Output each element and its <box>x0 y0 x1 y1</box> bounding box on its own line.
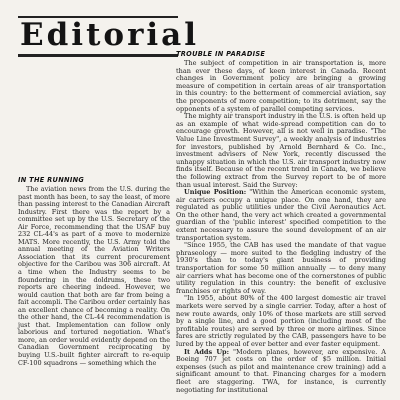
left-paragraph: The aviation news from the U.S. during the past month has been, to say the least, of more than passing interest to the Canadian Aircraft Industry. First there was the report by a committee set up by the U.S. Secretary of the Air Force, recommending that the USAF buy 232 CL-44's as part of a move to modernize MATS. More recently, the U.S. Army told the annual meeting of the Aviation Writers Association that its current procurement objective for the Caribou was 306 aircraft. At a time when the Industry seems to be floundering in the doldrums, these two reports are cheering indeed. However, we would caution that both are far from being a fait accompli. The Caribou order certainly has an excellent chance of becoming a reality. On the other hand, the CL-44 recommendation is just that. Implementation can follow only laborious and tortured negotiation. What's more, an order would evidently depend on the Canadian Government reciprocating by buying U.S.-built fighter aircraft to re-equip CF-100 squadrons — something which the <box>18 185 170 367</box>
left-column <box>18 176 170 400</box>
masthead-bottom-rule <box>18 54 178 57</box>
paragraph-lead-in: Unique Position: <box>184 188 247 197</box>
right-paragraph <box>176 60 386 113</box>
right-paragraph <box>176 113 386 189</box>
editorial-masthead <box>8 2 200 58</box>
paragraph-text: "Within the American economic system, air carriers occupy a unique place. On one hand, they are regulated as public utilities under the Civil Aeronautics Act. On the other hand, the very act which created a governmental guardian of the 'public interest' specified competition to the extent necessary to assure the sound development of an air transportation system. <box>176 188 386 242</box>
right-paragraph <box>176 295 386 348</box>
paragraph-text: "Since 1955, the CAB has used the mandate of that vague phraseology — more suited to the fledgling industry of the 1930's than to today's giant business of providing transportation for some 50 million annually — to deny many air carriers what has become one of the cornerstones of public utility regulation in this country: the benefit of exclusive franchises or rights of way. <box>176 241 386 295</box>
paragraph-text: "In 1955, about 80% of the 400 largest domestic air travel markets were served by a single carrier. Today, after a host of new route awards, only 10% of those markets are still served by a single line, and a good portion (including most of the profitable routes) are served by three or more airlines. Since fares are strictly regulated by the CAB, passengers have to be lured by the appeal of ever better and ever faster equipment. <box>176 294 386 348</box>
paragraph-text: "Modern planes, however, are expensive. A Boeing 707 jet costs on the order of $5 million. Initial expenses (such as pilot and maintenance crew training) add a significant amount to that. Financing charges for a modern fleet are staggering. TWA, for instance, is currently negotiating for institutional <box>176 347 386 394</box>
right-column <box>176 50 386 400</box>
page-title: Editorial <box>20 17 200 53</box>
paragraph-lead-in: It Adds Up: <box>184 347 230 356</box>
right-paragraph <box>176 349 386 395</box>
paragraph-text: The mighty air transport industry in the U.S. is often held up as an example of what wide-spread competition can do to encourage growth. However, all is not well in paradise. "The Value Line Investment Survey", a weekly analysis of industries for investors, published by Arnold Bernhard & Co. Inc., investment advisers of New York, recently discussed the unhappy situation in which the U.S. air transport industry now finds itself. Because of the recent trend in Canada, we believe the following extract from the Survey report to be of more than usual interest. Said the Survey: <box>176 112 386 189</box>
right-section-heading: TROUBLE IN PARADISE <box>176 50 266 58</box>
left-column-body <box>18 186 170 367</box>
paragraph-text: The subject of competition in air transportation is, more than ever these days, of keen interest in Canada. Recent changes in Government policy are bringing a growing measure of competition in certain areas of air transportation in this country: to the betterment of commercial aviation, say the proponents of more competition; to its detriment, say the opponents of a system of parallel competing services. <box>176 59 386 113</box>
left-section-heading: IN THE RUNNING <box>18 176 85 184</box>
right-column-body <box>176 60 386 394</box>
right-paragraph <box>176 189 386 242</box>
right-paragraph <box>176 242 386 295</box>
